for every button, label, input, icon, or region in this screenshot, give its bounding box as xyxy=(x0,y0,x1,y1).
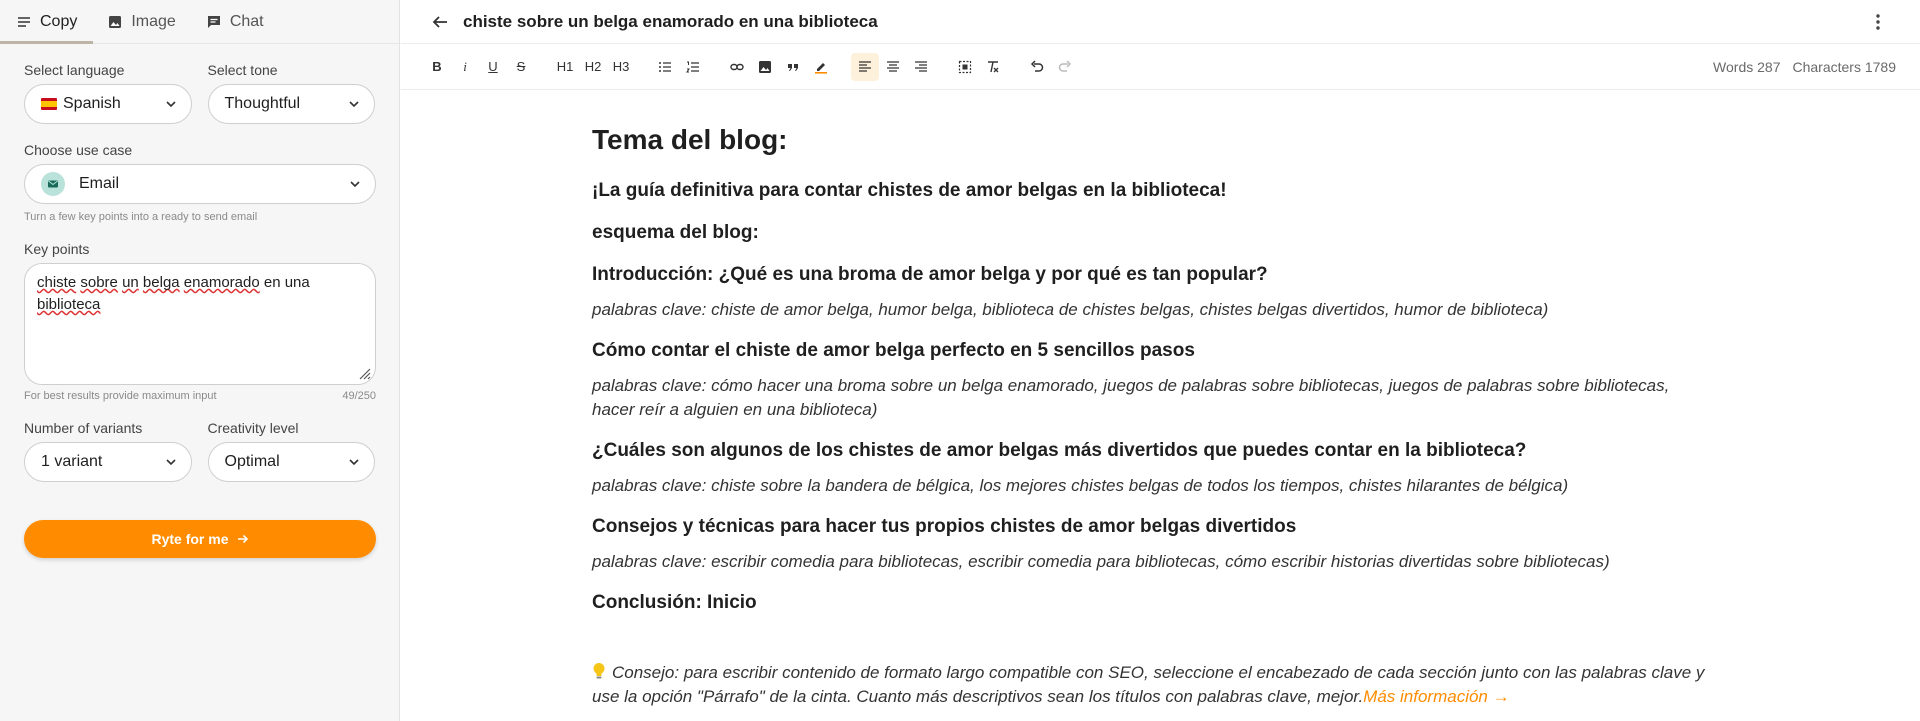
chevron-down-icon xyxy=(348,456,360,468)
variants-value: 1 variant xyxy=(41,453,103,470)
language-label: Select language xyxy=(24,62,125,78)
align-right-button[interactable] xyxy=(907,53,935,81)
arrow-right-icon xyxy=(237,533,249,545)
align-right-icon xyxy=(914,60,928,74)
image-icon xyxy=(758,60,772,74)
tab-image-label: Image xyxy=(131,12,176,30)
section-heading: Cómo contar el chiste de amor belga perfecto en 5 sencillos pasos xyxy=(592,340,1195,361)
email-icon xyxy=(41,172,65,196)
key-points-word: belga xyxy=(142,274,180,291)
more-options-icon[interactable] xyxy=(1868,12,1888,32)
section-heading: Consejos y técnicas para hacer tus propios chistes de amor belgas divertidos xyxy=(592,516,1297,537)
key-points-word: en xyxy=(263,274,281,291)
select-all-button[interactable] xyxy=(951,53,979,81)
tab-copy[interactable] xyxy=(16,0,77,44)
arrow-left-icon[interactable] xyxy=(431,13,449,31)
highlight-button[interactable] xyxy=(807,53,835,81)
h2-button[interactable]: H2 xyxy=(584,59,602,74)
clear-format-icon xyxy=(986,60,1000,74)
bold-button[interactable]: B xyxy=(432,59,442,74)
chevron-down-icon xyxy=(165,98,177,110)
language-value: Spanish xyxy=(63,95,121,112)
blog-outline-label: esquema del blog: xyxy=(592,222,759,243)
settings-panel xyxy=(0,0,400,721)
strikethrough-button[interactable]: S xyxy=(516,59,526,74)
lightbulb-icon xyxy=(592,662,606,680)
mode-tabs xyxy=(0,0,399,44)
numbered-list-icon xyxy=(686,60,700,74)
editor-area xyxy=(401,0,1920,721)
image-icon xyxy=(107,14,123,30)
key-points-word: chiste xyxy=(37,274,77,291)
bullet-list-button[interactable] xyxy=(651,53,679,81)
redo-button[interactable] xyxy=(1051,53,1079,81)
tab-copy-label: Copy xyxy=(40,12,78,30)
h1-button[interactable]: H1 xyxy=(556,59,574,74)
variants-select[interactable] xyxy=(24,442,192,482)
key-points-word: enamorado xyxy=(183,274,260,291)
active-tab-indicator xyxy=(0,41,93,44)
italic-button[interactable]: i xyxy=(463,58,467,74)
use-case-hint: Turn a few key points into a ready to send email xyxy=(24,211,258,223)
language-select[interactable] xyxy=(24,84,192,124)
insert-image-button[interactable] xyxy=(751,53,779,81)
spain-flag-icon xyxy=(41,98,57,110)
tone-value: Thoughtful xyxy=(224,95,301,112)
conclusion-heading: Conclusión: Inicio xyxy=(592,592,757,613)
chevron-down-icon xyxy=(348,98,360,110)
section-keywords: palabras clave: escribir comedia para bibliotecas, escribir comedia para bibliotecas, cómo escribir historias divertidas sobre bibliotecas) xyxy=(592,552,1610,571)
align-left-button[interactable] xyxy=(851,53,879,81)
use-case-label: Choose use case xyxy=(24,142,133,158)
underline-button[interactable]: U xyxy=(488,59,498,74)
creativity-field xyxy=(208,420,376,482)
section-heading: Introducción: ¿Qué es una broma de amor belga y por qué es tan popular? xyxy=(592,264,1268,285)
select-all-icon xyxy=(958,60,972,74)
key-points-word: biblioteca xyxy=(37,296,101,313)
chevron-down-icon xyxy=(349,178,361,190)
quote-icon xyxy=(786,60,800,74)
creativity-value: Optimal xyxy=(224,453,280,470)
list-icon xyxy=(16,14,32,30)
align-center-button[interactable] xyxy=(879,53,907,81)
quote-button[interactable] xyxy=(779,53,807,81)
document-stats xyxy=(1713,44,1896,90)
key-points-textarea[interactable] xyxy=(24,263,376,385)
h3-button[interactable]: H3 xyxy=(612,59,630,74)
ryte-for-me-label: Ryte for me xyxy=(151,531,229,547)
seo-tip-text: Consejo: para escribir contenido de formato largo compatible con SEO, seleccione el encabezado de cada sección junto con las palabras clave y use la opción "Párrafo" de la cinta. Cuanto más descriptivos sean los títulos con palabras clave, mejor. xyxy=(592,663,1705,706)
section-keywords: palabras clave: chiste sobre la bandera de bélgica, los mejores chistes belgas de todos los tiempos, chistes hilarantes de bélgica) xyxy=(592,476,1569,495)
tone-field xyxy=(208,62,376,124)
tone-label: Select tone xyxy=(207,62,278,78)
document-body[interactable] xyxy=(592,92,1712,626)
language-field xyxy=(24,62,192,124)
key-points-word: una xyxy=(284,274,310,291)
section-keywords: palabras clave: cómo hacer una broma sobre un belga enamorado, juegos de palabras sobre bibliotecas, juegos de palabras sobre bibliotecas, hacer reír a alguien en una biblioteca) xyxy=(592,376,1670,419)
section-heading: ¿Cuáles son algunos de los chistes de amor belgas más divertidos que puedes contar en la biblioteca? xyxy=(592,440,1527,461)
ryte-for-me-button[interactable] xyxy=(24,520,376,558)
creativity-select[interactable] xyxy=(208,442,376,482)
use-case-value: Email xyxy=(79,175,120,192)
link-icon xyxy=(730,60,744,74)
chat-icon xyxy=(206,14,222,30)
key-points-word: sobre xyxy=(80,274,118,291)
editor-header xyxy=(401,0,1920,44)
key-points-word: un xyxy=(122,274,139,291)
clear-format-button[interactable] xyxy=(979,53,1007,81)
redo-icon xyxy=(1058,60,1072,74)
character-count: Characters 1789 xyxy=(1792,59,1896,75)
align-left-icon xyxy=(858,60,872,74)
blog-topic-heading: Tema del blog: xyxy=(592,124,788,155)
section-keywords: palabras clave: chiste de amor belga, humor belga, biblioteca de chistes belgas, chistes belgas divertidos, humor de biblioteca) xyxy=(592,300,1549,319)
document-title: chiste sobre un belga enamorado en una biblioteca xyxy=(463,11,878,31)
key-points-label: Key points xyxy=(24,241,90,257)
undo-icon xyxy=(1030,60,1044,74)
tab-chat-label: Chat xyxy=(229,12,264,30)
use-case-select[interactable] xyxy=(24,164,376,204)
blog-subtitle: ¡La guía definitiva para contar chistes de amor belgas en la biblioteca! xyxy=(592,180,1227,201)
tone-select[interactable] xyxy=(208,84,376,124)
undo-button[interactable] xyxy=(1023,53,1051,81)
tab-chat[interactable] xyxy=(206,0,264,44)
bullet-list-icon xyxy=(658,60,672,74)
highlighter-icon xyxy=(814,60,828,74)
tab-image[interactable] xyxy=(107,0,175,44)
link-button[interactable] xyxy=(723,53,751,81)
chevron-down-icon xyxy=(165,456,177,468)
key-points-hint: For best results provide maximum input xyxy=(24,390,217,402)
variants-label: Number of variants xyxy=(24,420,143,436)
resize-grip-icon[interactable] xyxy=(357,366,371,380)
more-info-link[interactable]: Más información → xyxy=(1363,687,1510,706)
key-points-counter: 49/250 xyxy=(342,390,376,402)
word-count: Words 287 xyxy=(1713,59,1781,75)
align-center-icon xyxy=(886,60,900,74)
seo-tip xyxy=(592,661,1712,709)
variants-field xyxy=(24,420,192,482)
numbered-list-button[interactable] xyxy=(679,53,707,81)
creativity-label: Creativity level xyxy=(207,420,299,436)
key-points-field xyxy=(0,241,399,402)
formatting-toolbar xyxy=(401,44,1920,90)
use-case-field xyxy=(0,142,399,223)
